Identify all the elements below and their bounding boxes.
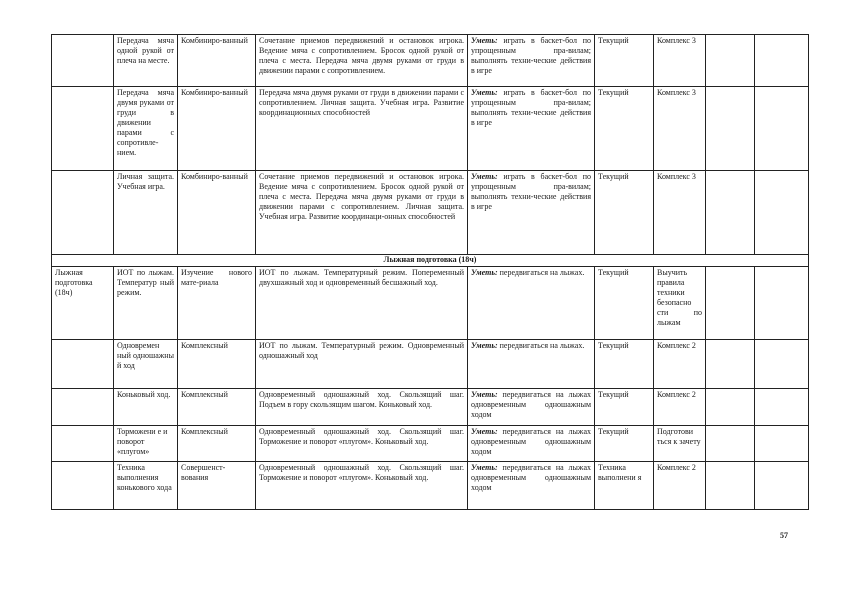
cell-requirements [468,340,595,389]
cell-control: Текущий [595,87,654,171]
cell-lesson-type: Комбиниро-ванный [178,87,256,171]
cell-control: Текущий [595,389,654,426]
requirements-text: передвигаться на лыжах одновременным одношажным ходом [471,390,591,419]
cell-control: Текущий [595,426,654,462]
cell-topic: Одновремен ный одношажны й ход [114,340,178,389]
cell-homework: Комплекс 2 [654,389,706,426]
cell-topic: Личная защита. Учебная игра. [114,171,178,255]
page-number: 57 [780,531,788,540]
cell-section [52,340,114,389]
cell-lesson-type: Изучение нового мате-риала [178,267,256,340]
requirements-text: играть в баскет-бол по упрощенным пра-вилам; выполнять техни-ческие действия в игре [471,88,591,127]
section-header-row [52,255,809,267]
cell-date-fact [755,426,809,462]
requirements-lead: Уметь: [471,172,498,181]
table-row [52,340,809,389]
cell-section [52,426,114,462]
table-row [52,35,809,87]
requirements-lead: Уметь: [471,88,498,97]
cell-date-fact [755,171,809,255]
cell-control: Текущий [595,340,654,389]
cell-section [52,171,114,255]
cell-topic: ИОТ по лыжам. Температур ный режим. [114,267,178,340]
cell-section: Лыжная подготовка (18ч) [52,267,114,340]
cell-date-plan [706,340,755,389]
requirements-lead: Уметь: [471,390,498,399]
cell-content: Сочетание приемов передвижений и остановок игрока. Ведение мяча с сопротивлением. Бросок одной рукой от плеча с места. Передача мяча двумя руками от груди в движении парами с сопротивлением. Личная защита. Учебная игра. Развитие координаци-онных способностей [256,171,468,255]
cell-lesson-type: Комбиниро-ванный [178,35,256,87]
cell-date-plan [706,87,755,171]
requirements-lead: Уметь: [471,463,498,472]
cell-date-plan [706,267,755,340]
cell-content: Одновременный одношажный ход. Скользящий шаг. Торможение и поворот «плугом». Коньковый ход. [256,462,468,510]
cell-content: ИОТ по лыжам. Температурный режим. Попеременный двухшажный ход и одновременный бесшажный ход. [256,267,468,340]
cell-lesson-type: Комплексный [178,389,256,426]
cell-content: Сочетание приемов передвижений и остановок игрока. Ведение мяча с сопротивлением. Бросок одной рукой от плеча с места. Передача мяча двумя руками от груди в движении парами с сопротивлением. [256,35,468,87]
requirements-lead: Уметь: [471,36,498,45]
cell-date-plan [706,389,755,426]
cell-section [52,87,114,171]
requirements-text: играть в баскет-бол по упрощенным пра-вилам; выполнять техни-ческие действия в игре [471,36,591,75]
cell-topic: Передача мяча двумя руками от груди в движении парами с сопротивле-нием. [114,87,178,171]
requirements-text: передвигаться на лыжах одновременным одношажным ходом [471,463,591,492]
cell-homework: Выучить правила техники безопасно сти по лыжам [654,267,706,340]
table-row [52,171,809,255]
cell-homework: Комплекс 3 [654,171,706,255]
cell-date-plan [706,462,755,510]
table-row [52,462,809,510]
cell-section [52,35,114,87]
requirements-lead: Уметь: [471,341,498,350]
requirements-lead: Уметь: [471,268,498,277]
cell-lesson-type: Комплексный [178,340,256,389]
requirements-text: передвигаться на лыжах. [497,341,585,350]
cell-content: Одновременный одношажный ход. Скользящий шаг. Торможение и поворот «плугом». Коньковый ход. [256,426,468,462]
table-row [52,87,809,171]
cell-requirements [468,462,595,510]
cell-lesson-type: Совершенст-вования [178,462,256,510]
requirements-text: передвигаться на лыжах. [497,268,585,277]
cell-date-fact [755,389,809,426]
cell-homework: Подготови ться к зачету [654,426,706,462]
table-row [52,267,809,340]
cell-requirements [468,87,595,171]
cell-homework: Комплекс 3 [654,35,706,87]
cell-content: Одновременный одношажный ход. Скользящий шаг. Подъем в гору скользящим шагом. Коньковый ход. [256,389,468,426]
cell-control: Техника выполнени я [595,462,654,510]
cell-control: Текущий [595,171,654,255]
cell-section [52,389,114,426]
cell-date-fact [755,462,809,510]
cell-requirements [468,389,595,426]
section-title: Лыжная подготовка (18ч) [52,255,809,267]
cell-date-plan [706,426,755,462]
cell-control: Текущий [595,267,654,340]
cell-lesson-type: Комбиниро-ванный [178,171,256,255]
requirements-lead: Уметь: [471,427,498,436]
lesson-plan-table [51,34,809,510]
cell-topic: Передача мяча одной рукой от плеча на месте. [114,35,178,87]
cell-date-fact [755,87,809,171]
cell-topic: Техника выполнения конькового хода [114,462,178,510]
cell-topic: Торможени е и поворот «плугом» [114,426,178,462]
cell-topic: Коньковый ход. [114,389,178,426]
cell-homework: Комплекс 3 [654,87,706,171]
table-row [52,426,809,462]
cell-date-fact [755,35,809,87]
cell-requirements [468,171,595,255]
cell-date-plan [706,171,755,255]
cell-lesson-type: Комплексный [178,426,256,462]
requirements-text: передвигаться на лыжах одновременным одношажным ходом [471,427,591,456]
cell-date-fact [755,340,809,389]
cell-homework: Комплекс 2 [654,340,706,389]
requirements-text: играть в баскет-бол по упрощенным пра-вилам; выполнять техни-ческие действия в игре [471,172,591,211]
cell-requirements [468,267,595,340]
cell-content: Передача мяча двумя руками от груди в движении парами с сопротивлением. Личная защита. Учебная игра. Развитие координационных способностей [256,87,468,171]
cell-date-fact [755,267,809,340]
cell-section [52,462,114,510]
cell-requirements [468,35,595,87]
cell-control: Текущий [595,35,654,87]
table-row [52,389,809,426]
cell-homework: Комплекс 2 [654,462,706,510]
cell-content: ИОТ по лыжам. Температурный режим. Одновременный одношажный ход [256,340,468,389]
cell-date-plan [706,35,755,87]
cell-requirements [468,426,595,462]
